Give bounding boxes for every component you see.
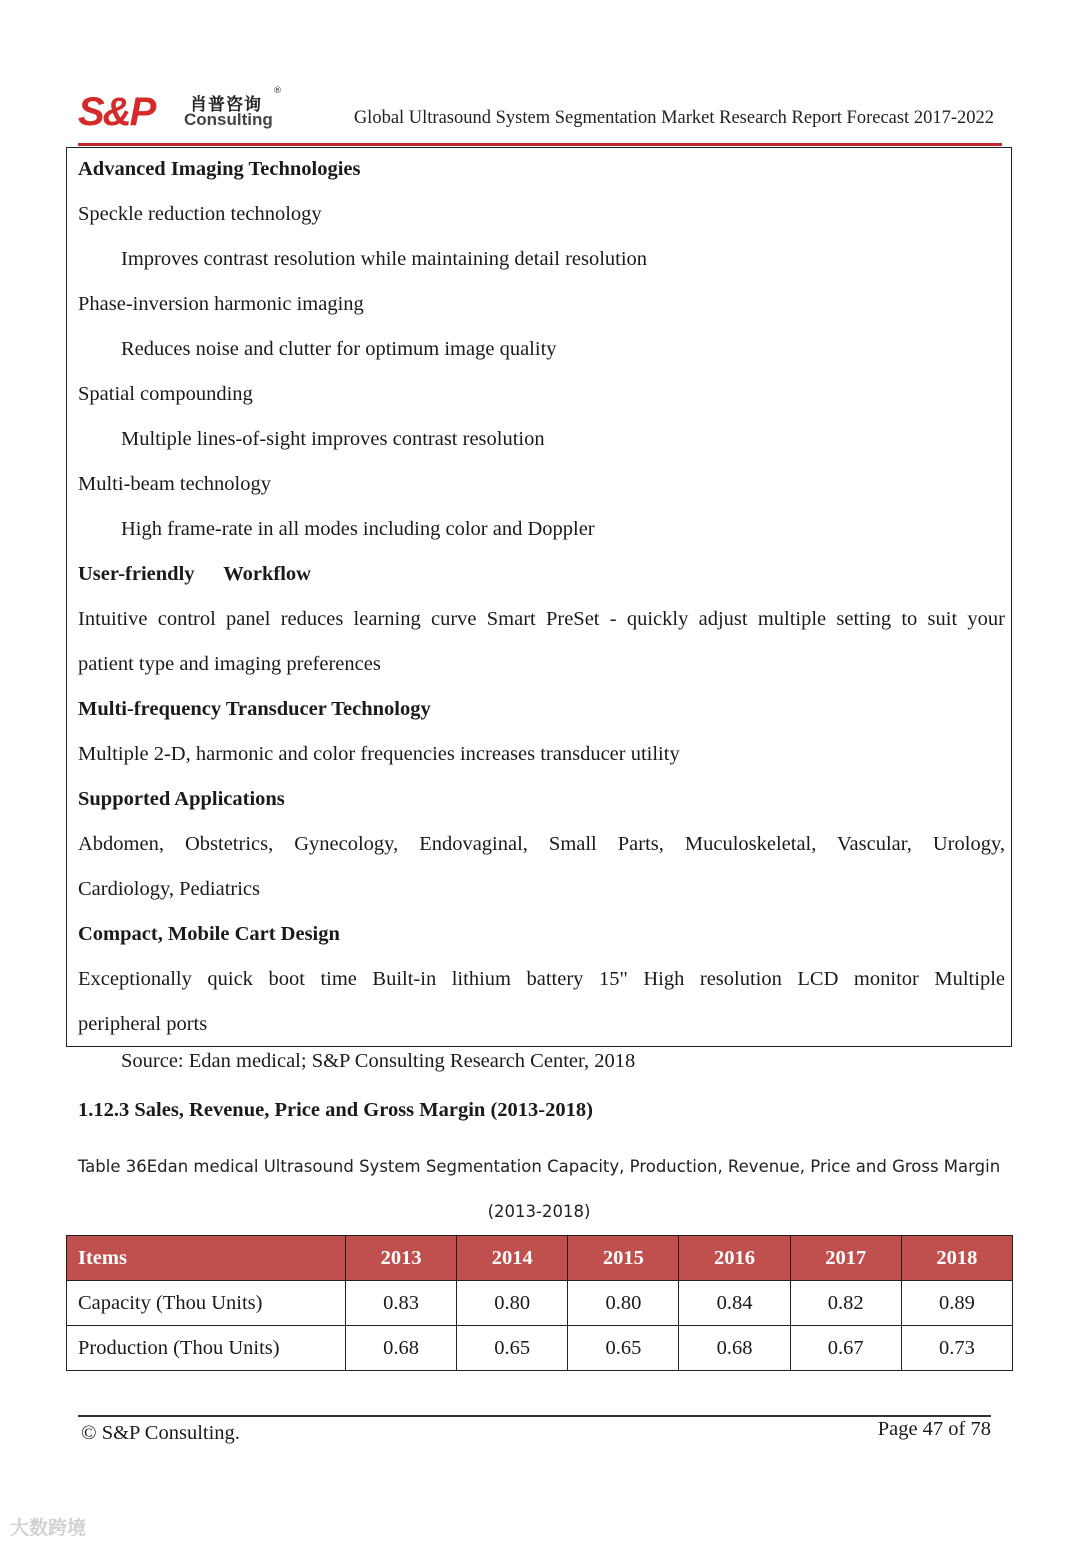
table-cell: 0.83 <box>346 1281 457 1326</box>
page-number: Page 47 of 78 <box>877 1418 991 1440</box>
table-cell: 0.68 <box>346 1326 457 1371</box>
box-line: High frame-rate in all modes including color and Doppler <box>121 518 595 540</box>
table-header-cell: 2015 <box>568 1236 679 1281</box>
logo-mark: S&P <box>78 90 155 134</box>
box-line: Spatial compounding <box>78 383 253 405</box>
table-cell: 0.65 <box>457 1326 568 1371</box>
section-heading: 1.12.3 Sales, Revenue, Price and Gross Margin (2013-2018) <box>78 1099 593 1121</box>
table-cell: 0.67 <box>790 1326 901 1371</box>
header-divider <box>78 143 1002 146</box>
box-line: Abdomen, Obstetrics, Gynecology, Endovaginal, Small Parts, Muculoskeletal, Vascular, Urology, <box>78 833 1005 855</box>
table-cell: 0.82 <box>790 1281 901 1326</box>
logo-english-name: Consulting <box>184 110 273 129</box>
box-line: Multiple lines-of-sight improves contrast resolution <box>121 428 545 450</box>
table-header-cell: 2016 <box>679 1236 790 1281</box>
box-line: Phase-inversion harmonic imaging <box>78 293 364 315</box>
box-line: Multi-frequency Transducer Technology <box>78 698 431 720</box>
table-row <box>67 1281 1013 1326</box>
table-cell: 0.73 <box>901 1326 1012 1371</box>
table-caption-years: (2013-2018) <box>487 1202 591 1221</box>
table-cell: 0.80 <box>457 1281 568 1326</box>
source-note: Source: Edan medical; S&P Consulting Research Center, 2018 <box>121 1050 636 1072</box>
box-line: Compact, Mobile Cart Design <box>78 923 340 945</box>
table-cell: 0.68 <box>679 1326 790 1371</box>
logo-chinese-name: 肖普咨询 <box>190 95 262 115</box>
table-cell: Capacity (Thou Units) <box>67 1281 346 1326</box>
feature-box <box>66 147 1012 1047</box>
box-line: Cardiology, Pediatrics <box>78 878 260 900</box>
box-line: patient type and imaging preferences <box>78 653 381 675</box>
box-line: Speckle reduction technology <box>78 203 322 225</box>
logo-registered-mark: ® <box>273 86 282 96</box>
box-line: Supported Applications <box>78 788 285 810</box>
box-line: User-friendly Workflow <box>78 563 311 585</box>
box-line: Intuitive control panel reduces learning curve Smart PreSet - quickly adjust multiple setting to suit your <box>78 608 1005 630</box>
box-line: peripheral ports <box>78 1013 208 1035</box>
table-cell: 0.65 <box>568 1326 679 1371</box>
company-logo <box>78 88 283 134</box>
table-cell: 0.80 <box>568 1281 679 1326</box>
box-line: Multi-beam technology <box>78 473 271 495</box>
page-header <box>78 88 1002 148</box>
watermark: 大数跨境 <box>10 1517 87 1539</box>
table-header-cell: 2013 <box>346 1236 457 1281</box>
table-header-row <box>67 1236 1013 1281</box>
box-line: Multiple 2-D, harmonic and color frequencies increases transducer utility <box>78 743 680 765</box>
capacity-production-table <box>66 1235 1013 1371</box>
table-row <box>67 1326 1013 1371</box>
table-caption: Table 36Edan medical Ultrasound System Segmentation Capacity, Production, Revenue, Price and Gross Margin <box>77 1157 1001 1176</box>
table-header-cell: 2014 <box>457 1236 568 1281</box>
box-line: Improves contrast resolution while maintaining detail resolution <box>121 248 648 270</box>
footer-divider <box>78 1415 991 1417</box>
copyright-notice: © S&P Consulting. <box>81 1422 240 1444</box>
table-cell: Production (Thou Units) <box>67 1326 346 1371</box>
table-header-cell: 2018 <box>901 1236 1012 1281</box>
table-header-cell: 2017 <box>790 1236 901 1281</box>
table-header-cell: Items <box>67 1236 346 1281</box>
table-cell: 0.89 <box>901 1281 1012 1326</box>
box-line: Advanced Imaging Technologies <box>78 158 361 180</box>
box-line: Reduces noise and clutter for optimum image quality <box>121 338 557 360</box>
box-line: Exceptionally quick boot time Built-in lithium battery 15" High resolution LCD monitor Multiple <box>78 968 1005 990</box>
table-cell: 0.84 <box>679 1281 790 1326</box>
report-title: Global Ultrasound System Segmentation Market Research Report Forecast 2017-2022 <box>353 108 994 128</box>
